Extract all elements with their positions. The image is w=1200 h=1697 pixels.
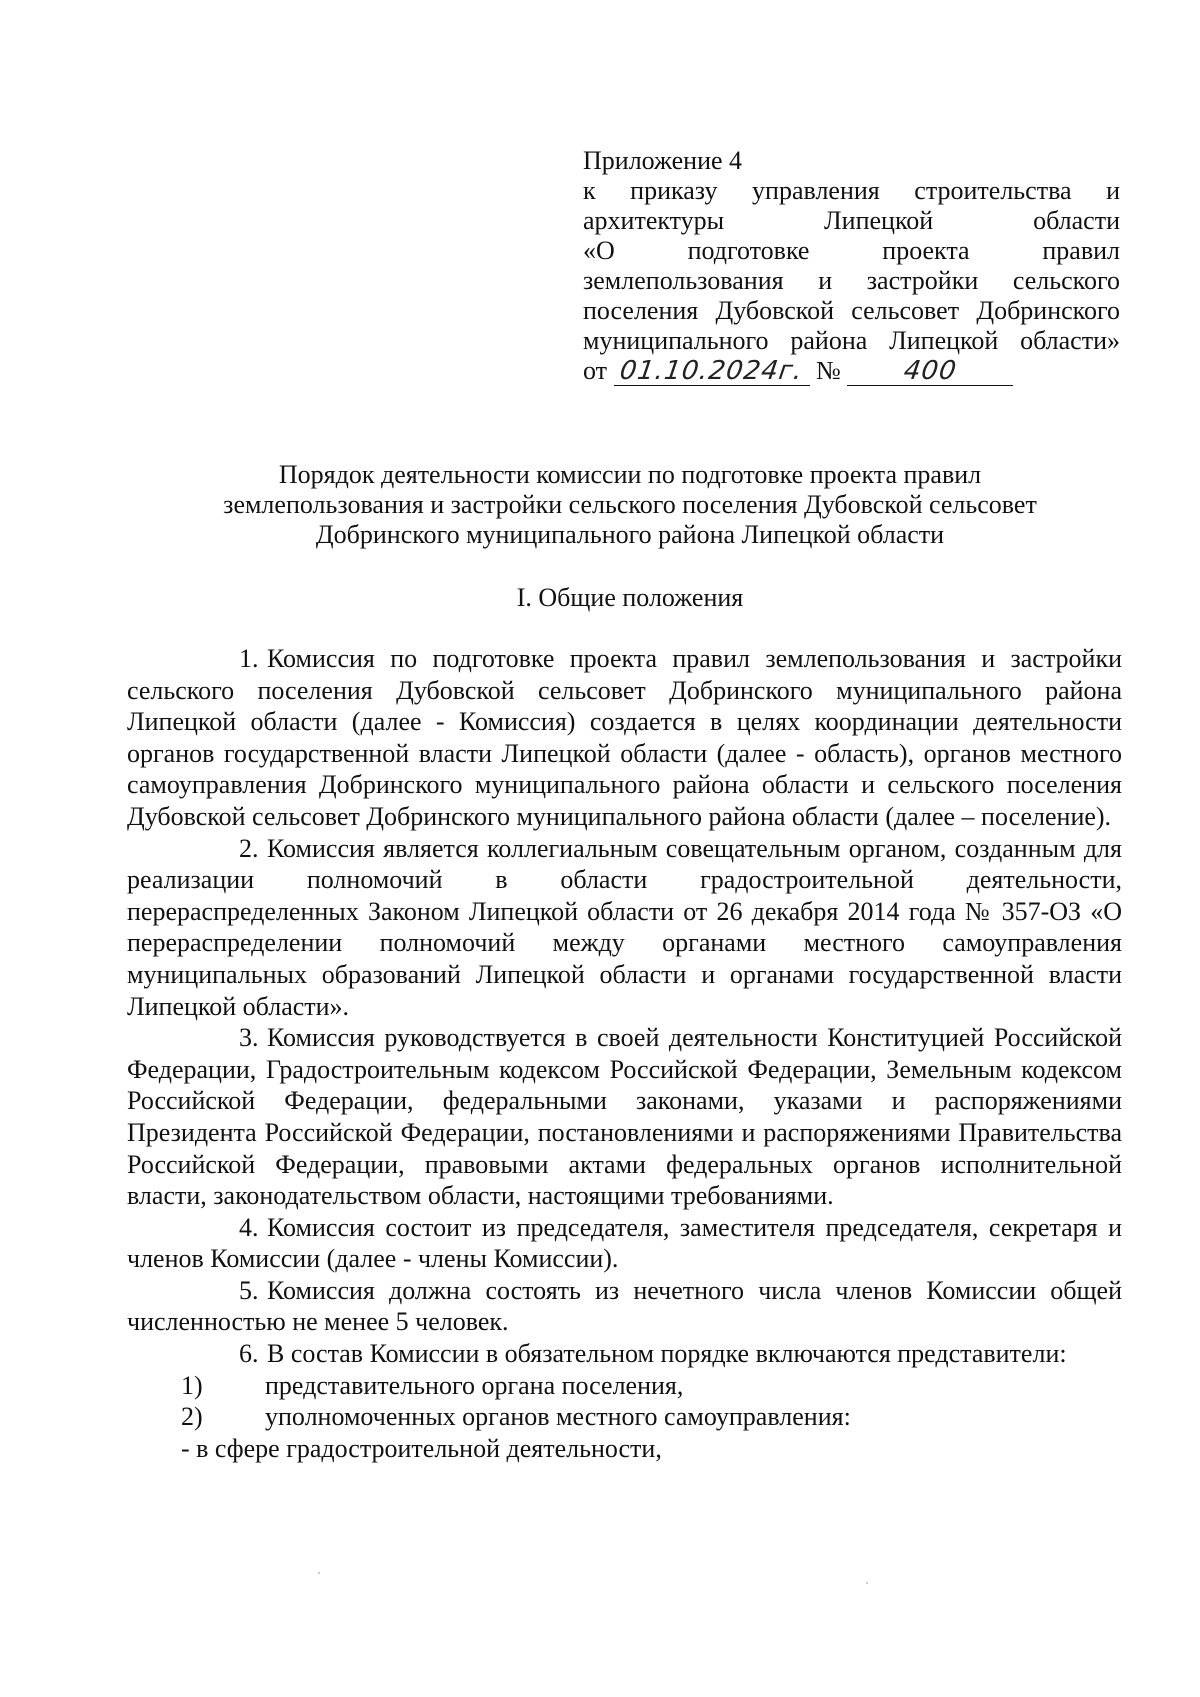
paragraph-4 (127, 1212, 1122, 1275)
appendix-line: Приложение 4 (583, 146, 743, 175)
paragraph-text: Комиссия состоит из председателя, заместителя председателя, секретаря и членов Комиссии (далее - члены Комиссии). (127, 1212, 1122, 1274)
subitem-number: 2) (181, 1402, 203, 1432)
appendix-line: «О подготовке проекта правил (583, 236, 1120, 265)
subitem-1 (127, 1370, 1122, 1402)
order-date-number-line (583, 356, 1120, 388)
paragraph-number: 6. (239, 1339, 259, 1369)
paragraph-text: В состав Комиссии в обязательном порядке включаются представители: (267, 1339, 1067, 1369)
appendix-line: муниципального района Липецкой области» (583, 326, 1120, 355)
appendix-line: землепользования и застройки сельского (583, 266, 1120, 295)
paragraph-number: 1. (239, 644, 259, 673)
subitem-text: представительного органа поселения, (265, 1370, 684, 1400)
date-prefix: от (583, 356, 608, 385)
document-body (127, 643, 1122, 1464)
paragraph-text: Комиссия по подготовке проекта правил землепользования и застройки сельского поселения Дубовской сельсовет Добринского муниципального района Липецкой области (далее - Комиссия) создается в целях координации деятельности органов государственной власти Липецкой области (далее - область), органов местного самоуправления Добринского муниципального района области и сельского поселения Дубовской сельсовет Добринского муниципального района области (далее – поселение). (127, 644, 1122, 831)
handwritten-date: 01.10.2024г. (618, 356, 806, 386)
paragraph-text: Комиссия является коллегиальным совещательным органом, созданным для реализации полномочий в области градостроительной деятельности, перераспределенных Законом Липецкой области от 26 декабря 2014 года № 357-ОЗ «О перераспределении полномочий между органами местного самоуправления муниципальных образований Липецкой области и органами государственной власти Липецкой области». (127, 833, 1122, 1021)
paragraph-text: Комиссия руководствуется в своей деятельности Конституцией Российской Федерации, Градостроительным кодексом Российской Федерации, Земельным кодексом Российской Федерации, федеральными законами, указами и распоряжениями Президента Российской Федерации, постановлениями и распоряжениями Правительства Российской Федерации, правовыми актами федеральных органов исполнительной власти, законодательством области, настоящими требованиями. (127, 1023, 1122, 1211)
title-line: Добринского муниципального района Липецкой области (315, 520, 945, 549)
section-heading: I. Общие положения (516, 583, 744, 612)
title-line: землепользования и застройки сельского поселения Дубовской сельсовет (223, 490, 1037, 519)
paragraph-6 (127, 1338, 1122, 1370)
paragraph-number: 2. (239, 833, 259, 863)
number-sign: № (816, 356, 841, 385)
paragraph-1 (127, 643, 1122, 833)
paragraph-5 (127, 1275, 1122, 1338)
subitem-text: уполномоченных органов местного самоуправления: (265, 1402, 851, 1432)
paragraph-text: Комиссия должна состоять из нечетного числа членов Комиссии общей численностью не менее 5 человек. (127, 1275, 1122, 1337)
appendix-line: к приказу управления строительства и (583, 176, 1120, 205)
paragraph-number: 5. (239, 1275, 259, 1305)
scan-speck (318, 1572, 320, 1574)
subitem-2 (127, 1401, 1122, 1433)
appendix-line: поселения Дубовской сельсовет Добринского (583, 296, 1120, 325)
title-line: Порядок деятельности комиссии по подготовке проекта правил (278, 460, 982, 489)
document-title (130, 460, 1130, 550)
paragraph-3 (127, 1022, 1122, 1212)
paragraph-number: 3. (239, 1023, 259, 1053)
paragraph-number: 4. (239, 1212, 259, 1242)
paragraph-2 (127, 833, 1122, 1023)
handwritten-number: 400 (901, 356, 959, 386)
appendix-header (583, 146, 1120, 388)
order-date-field (614, 357, 810, 386)
scan-speck (866, 1582, 868, 1584)
order-number-field (847, 357, 1013, 386)
appendix-line: архитектуры Липецкой области (583, 206, 1120, 235)
subitem-number: 1) (181, 1370, 203, 1400)
dash-item: - в сфере градостроительной деятельности, (181, 1433, 662, 1463)
